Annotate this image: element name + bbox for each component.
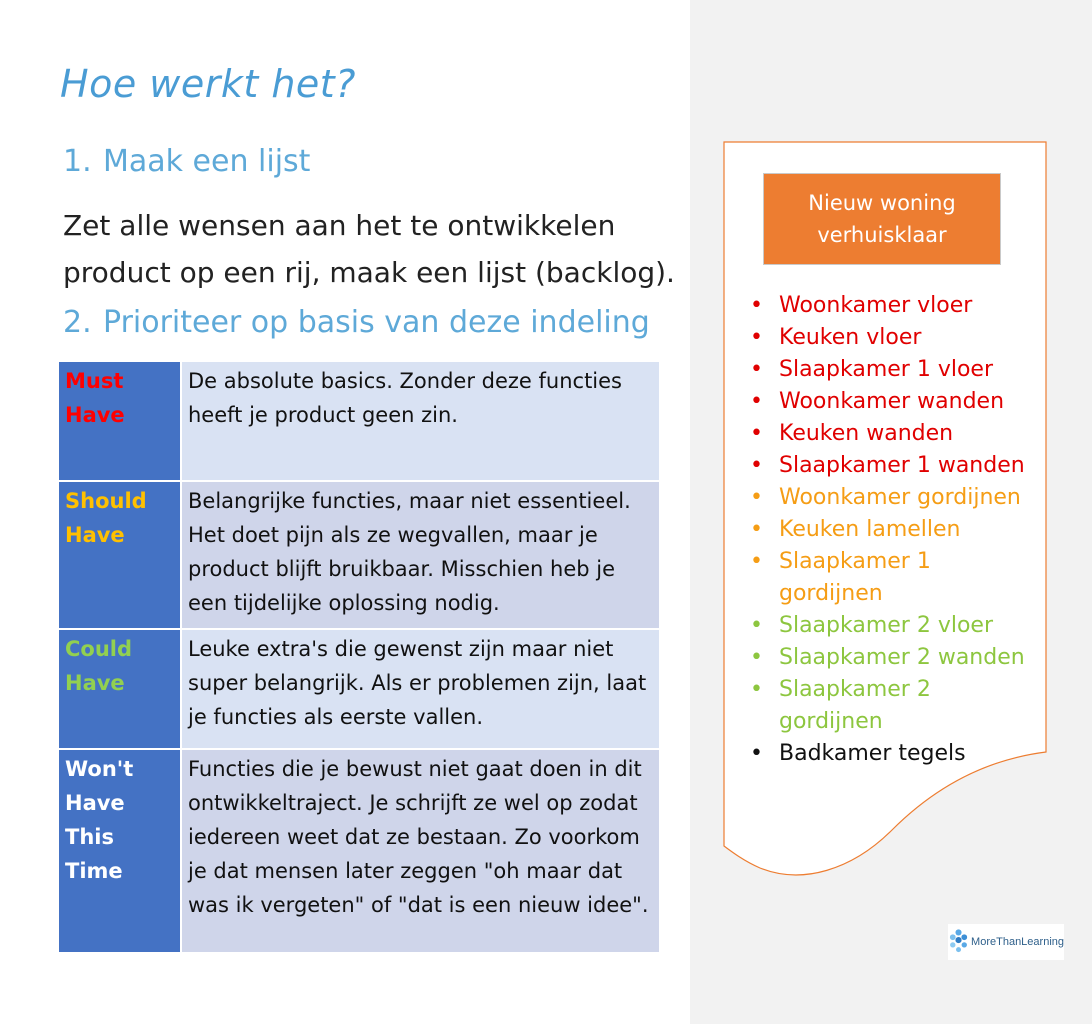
logo-text: MoreThanLearning [971, 936, 1064, 948]
moscow-table [57, 360, 661, 954]
moscow-row-must [58, 361, 660, 481]
wont-label-line-2: Have This [65, 791, 125, 849]
should-have-label [58, 481, 181, 629]
list-item-text: Woonkamer gordijnen [779, 485, 1021, 510]
list-item-text: Keuken vloer [779, 325, 922, 350]
list-item-text: Slaapkamer 2 gordijnen [779, 677, 931, 734]
step-2-text: Prioriteer op basis van deze indeling [103, 305, 650, 340]
step-2-heading [63, 305, 650, 340]
bullet-icon: • [750, 613, 763, 638]
should-label-line-1: Should [65, 489, 147, 513]
bullet-icon: • [750, 741, 763, 766]
page-title: Hoe werkt het? [60, 62, 356, 106]
must-have-description: De absolute basics. Zonder deze functies heeft je product geen zin. [181, 361, 660, 481]
step-1-number: 1. [63, 144, 92, 179]
could-label-line-2: Have [65, 671, 125, 695]
card-header: Nieuw woning verhuisklaar [763, 173, 1001, 265]
bullet-icon: • [750, 389, 763, 414]
bullet-icon: • [750, 421, 763, 446]
could-label-line-1: Could [65, 637, 133, 661]
list-item-text: Keuken lamellen [779, 517, 961, 542]
must-label-line-1: Must [65, 369, 124, 393]
could-have-description: Leuke extra's die gewenst zijn maar niet super belangrijk. Als er problemen zijn, laat je functies als eerste vallen. [181, 629, 660, 749]
intro-text: Zet alle wensen aan het te ontwikkelen product op een rij, maak een lijst (backlog). [63, 209, 675, 289]
list-item [748, 738, 1038, 770]
list-item [748, 418, 1038, 450]
moscow-row-wont [58, 749, 660, 953]
backlog-list [748, 290, 1038, 770]
wont-have-label [58, 749, 181, 953]
list-item-text: Woonkamer wanden [779, 389, 1005, 414]
moscow-row-should [58, 481, 660, 629]
bullet-icon: • [750, 357, 763, 382]
list-item [748, 354, 1038, 386]
should-label-line-2: Have [65, 523, 125, 547]
bullet-icon: • [750, 325, 763, 350]
list-item-text: Woonkamer vloer [779, 293, 973, 318]
bullet-icon: • [750, 453, 763, 478]
step-2-number: 2. [63, 305, 92, 340]
bullet-icon: • [750, 517, 763, 542]
list-item-text: Slaapkamer 1 vloer [779, 357, 994, 382]
list-item [748, 514, 1038, 546]
list-item [748, 674, 1038, 738]
list-item-text: Slaapkamer 1 gordijnen [779, 549, 931, 606]
bullet-icon: • [750, 677, 763, 702]
morethanlearning-logo [948, 924, 1064, 960]
list-item-text: Slaapkamer 1 wanden [779, 453, 1025, 478]
list-item-text: Badkamer tegels [779, 741, 966, 766]
must-have-label [58, 361, 181, 481]
wont-have-description: Functies die je bewust niet gaat doen in dit ontwikkeltraject. Je schrijft ze wel op zodat iedereen weet dat ze bestaan. Zo voorkom je dat mensen later zeggen "oh maar dat was ik vergeten" of "dat is een nieuw idee". [181, 749, 660, 953]
list-item-text: Slaapkamer 2 vloer [779, 613, 994, 638]
list-item-text: Keuken wanden [779, 421, 954, 446]
should-have-description: Belangrijke functies, maar niet essentieel. Het doet pijn als ze wegvallen, maar je product blijft bruikbaar. Misschien heb je een tijdelijke oplossing nodig. [181, 481, 660, 629]
moscow-row-could [58, 629, 660, 749]
step-1-heading [63, 144, 310, 179]
list-item [748, 290, 1038, 322]
flower-logo-icon [948, 926, 969, 958]
list-item [748, 322, 1038, 354]
list-item [748, 546, 1038, 610]
wont-label-line-1: Won't [65, 757, 134, 781]
step-1-text: Maak een lijst [103, 144, 311, 179]
list-item [748, 386, 1038, 418]
bullet-icon: • [750, 645, 763, 670]
list-item [748, 450, 1038, 482]
could-have-label [58, 629, 181, 749]
wont-label-line-3: Time [65, 859, 123, 883]
bullet-icon: • [750, 485, 763, 510]
must-label-line-2: Have [65, 403, 125, 427]
bullet-icon: • [750, 549, 763, 574]
bullet-icon: • [750, 293, 763, 318]
list-item [748, 482, 1038, 514]
list-item [748, 610, 1038, 642]
list-item [748, 642, 1038, 674]
list-item-text: Slaapkamer 2 wanden [779, 645, 1025, 670]
